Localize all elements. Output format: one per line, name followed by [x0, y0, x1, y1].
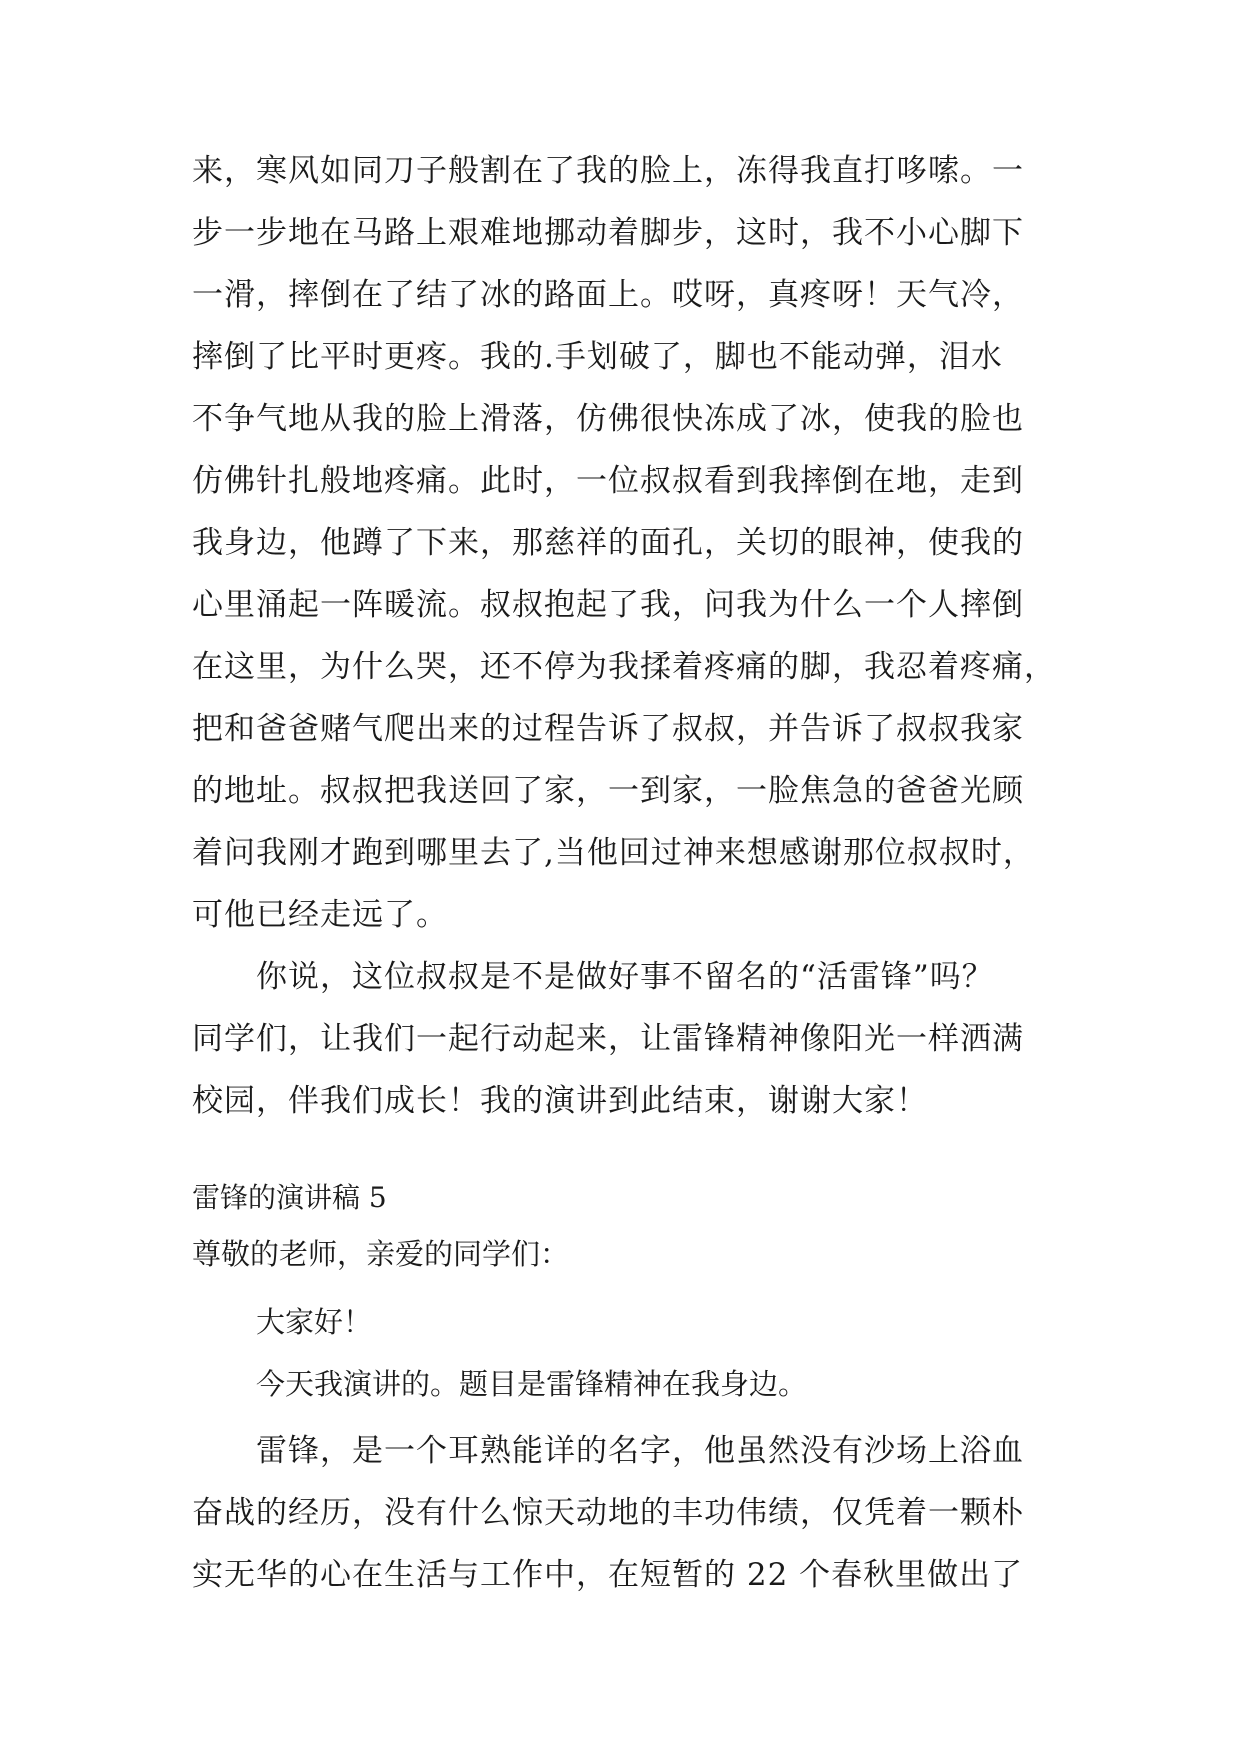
- section-heading: [192, 1170, 1072, 1282]
- leifeng-paragraph: [192, 1420, 1072, 1606]
- text-line: 步一步地在马路上艰难地挪动着脚步，这时，我不小心脚下: [192, 215, 1024, 251]
- text-line: 同学们，让我们一起行动起来，让雷锋精神像阳光一样洒满: [192, 1021, 1024, 1057]
- text-line: 不争气地从我的脸上滑落，仿佛很快冻成了冰，使我的脸也: [192, 401, 1024, 437]
- section-title: 雷锋的演讲稿 5: [192, 1181, 387, 1214]
- story-paragraph: [192, 140, 1072, 946]
- text-line: 可他已经走远了。: [192, 897, 448, 933]
- text-line: 你说，这位叔叔是不是做好事不留名的“活雷锋”吗？: [256, 959, 994, 995]
- topic-line: 今天我演讲的。题目是雷锋精神在我身边。: [256, 1367, 808, 1401]
- salutation: 尊敬的老师，亲爱的同学们：: [192, 1237, 570, 1271]
- text-line: 着问我刚才跑到哪里去了,当他回过神来想感谢那位叔叔时，: [192, 835, 1035, 871]
- text-line: 在这里，为什么哭，还不停为我揉着疼痛的脚，我忍着疼痛，: [192, 649, 1056, 685]
- text-line: 奋战的经历，没有什么惊天动地的丰功伟绩，仅凭着一颗朴: [192, 1495, 1024, 1531]
- text-line: 一滑，摔倒在了结了冰的路面上。哎呀，真疼呀！天气冷，: [192, 277, 1024, 313]
- opening-lines: [192, 1294, 1072, 1412]
- text-line: 把和爸爸赌气爬出来的过程告诉了叔叔，并告诉了叔叔我家: [192, 711, 1024, 747]
- greeting: 大家好！: [256, 1305, 373, 1339]
- closing-paragraph: [192, 946, 1072, 1132]
- text-line: 来，寒风如同刀子般割在了我的脸上，冻得我直打哆嗦。一: [192, 153, 1024, 189]
- text-line: 校园，伴我们成长！我的演讲到此结束，谢谢大家！: [192, 1083, 928, 1119]
- text-line: 雷锋，是一个耳熟能详的名字，他虽然没有沙场上浴血: [256, 1433, 1024, 1469]
- text-line: 摔倒了比平时更疼。我的.手划破了，脚也不能动弹，泪水: [192, 339, 1003, 375]
- text-line: 心里涌起一阵暖流。叔叔抱起了我，问我为什么一个人摔倒: [192, 587, 1024, 623]
- text-line: 我身边，他蹲了下来，那慈祥的面孔，关切的眼神，使我的: [192, 525, 1024, 561]
- text-line: 仿佛针扎般地疼痛。此时，一位叔叔看到我摔倒在地，走到: [192, 463, 1024, 499]
- text-line: 实无华的心在生活与工作中，在短暂的 22 个春秋里做出了: [192, 1557, 1024, 1593]
- text-line: 的地址。叔叔把我送回了家，一到家，一脸焦急的爸爸光顾: [192, 773, 1024, 809]
